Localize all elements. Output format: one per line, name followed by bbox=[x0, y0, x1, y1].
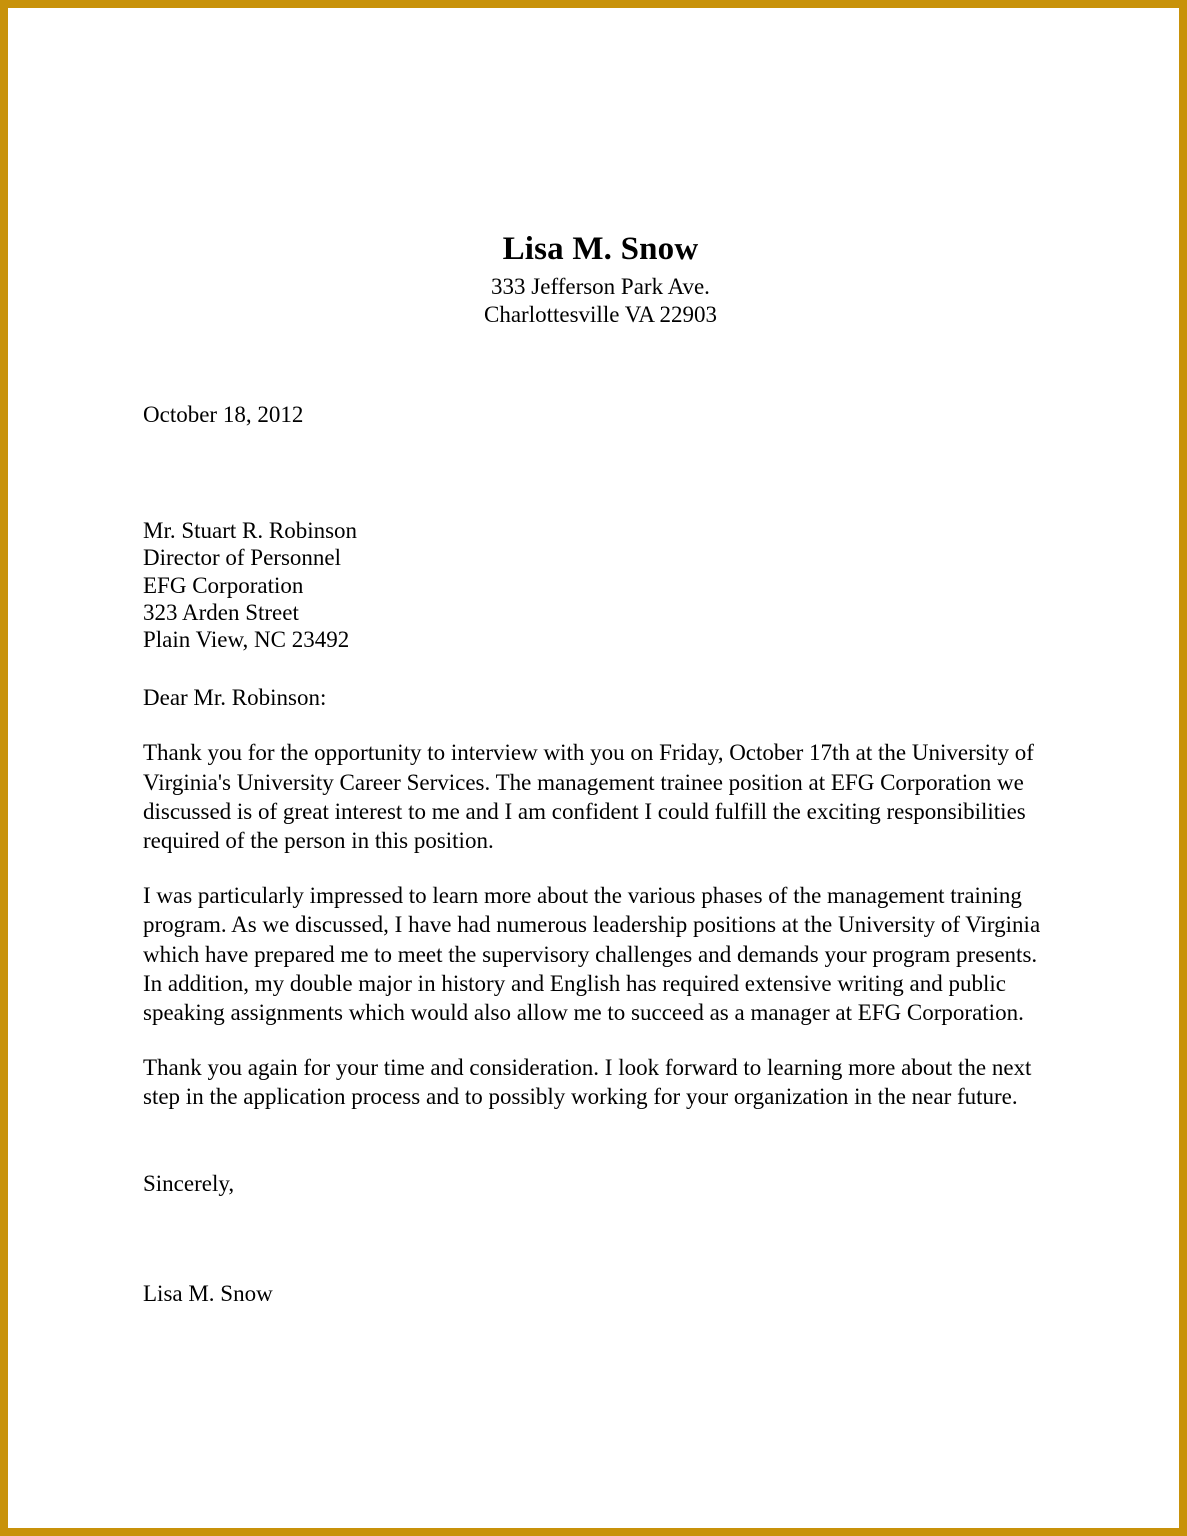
letterhead-city-state-zip: Charlottesville VA 22903 bbox=[484, 301, 717, 327]
letter-date: October 18, 2012 bbox=[143, 402, 304, 428]
recipient-company: EFG Corporation bbox=[143, 572, 304, 598]
signature-name: Lisa M. Snow bbox=[143, 1281, 273, 1307]
body-paragraph-2: I was particularly impressed to learn more about the various phases of the management training program. As we discussed, I have had numerous leadership positions at the University of Virginia which have prepared me to meet the supervisory challenges and demands your program presents. In addition, my double major in history and English has required extensive writing and public speaking assignments which would also allow me to succeed as a manager at EFG Corporation. bbox=[143, 883, 1041, 1025]
recipient-city-state-zip: Plain View, NC 23492 bbox=[143, 627, 350, 653]
letterhead-name: Lisa M. Snow bbox=[502, 231, 699, 267]
body-paragraph-3: Thank you again for your time and consideration. I look forward to learning more about the next step in the application process and to possibly working for your organization in the near future. bbox=[143, 1055, 1032, 1110]
recipient-name: Mr. Stuart R. Robinson bbox=[143, 517, 358, 543]
recipient-title: Director of Personnel bbox=[143, 545, 341, 571]
letterhead bbox=[143, 8, 1058, 329]
inside-address bbox=[143, 430, 1058, 654]
letter-content bbox=[143, 8, 1058, 1309]
body-paragraph-1: Thank you for the opportunity to interview with you on Friday, October 17th at the University of Virginia's University Career Services. The management trainee position at EFG Corporation we discussed is of great interest to me and I am confident I could fulfill the exciting responsibilities required of the person in this position. bbox=[143, 740, 1034, 853]
recipient-street: 323 Arden Street bbox=[143, 599, 299, 625]
salutation: Dear Mr. Robinson: bbox=[143, 684, 327, 710]
closing: Sincerely, bbox=[143, 1170, 235, 1196]
letterhead-street: 333 Jefferson Park Ave. bbox=[491, 273, 710, 299]
